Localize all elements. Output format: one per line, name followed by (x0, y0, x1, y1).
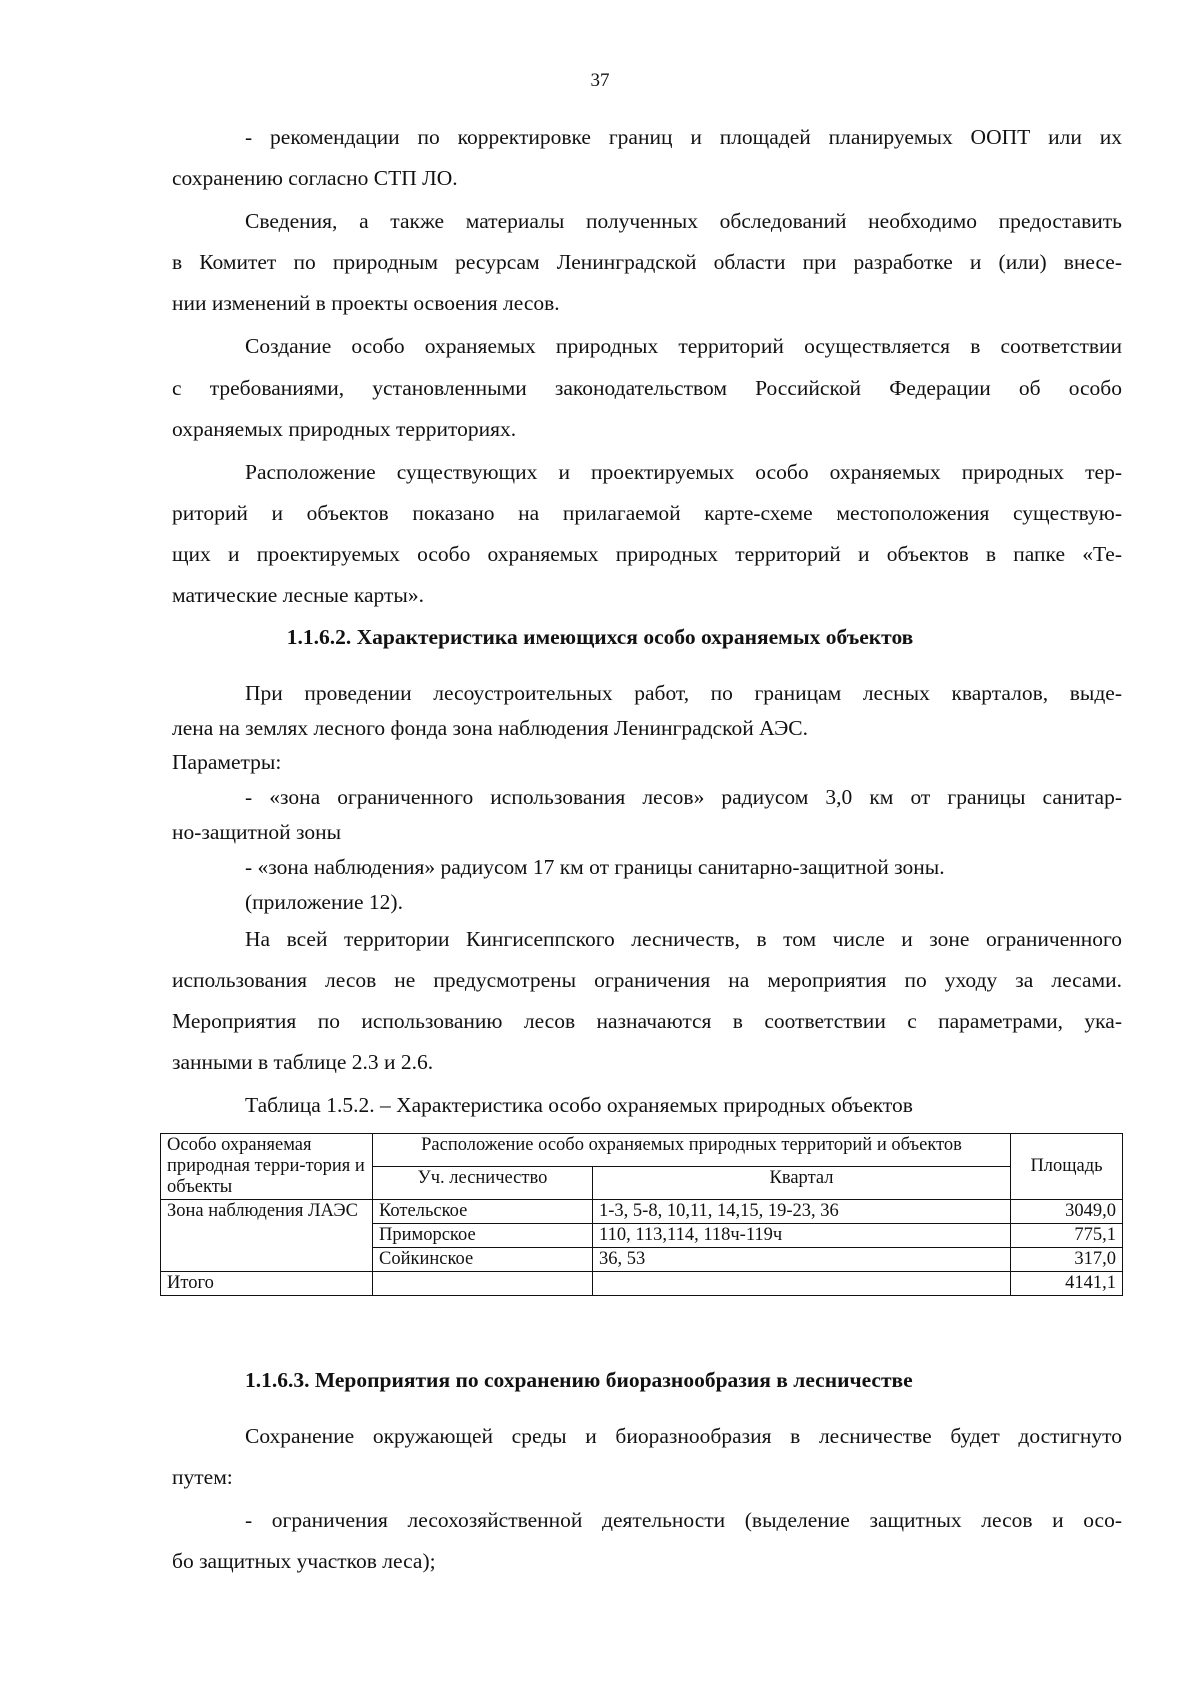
area-cell: 317,0 (1011, 1248, 1123, 1272)
protected-areas-table (160, 1133, 1123, 1296)
header-cell-territory: Особо охраняемая природная терри-тория и объекты (161, 1134, 373, 1200)
page-number: 37 (590, 70, 610, 91)
area-cell: 3049,0 (1011, 1200, 1123, 1224)
forestry-cell: Котельское (373, 1200, 593, 1224)
forestry-cell: Приморское (373, 1224, 593, 1248)
header-cell-quarter: Квартал (593, 1167, 1011, 1200)
total-label-cell: Итого (161, 1272, 373, 1296)
paragraph-line: нии изменений в проекты освоения лесов. (172, 291, 560, 315)
paragraph-line: лена на землях лесного фонда зона наблюдения Ленинградской АЭС. (172, 716, 808, 740)
paragraph-line: - «зона ограниченного использования лесов» радиусом 3,0 км от границы санитар- (245, 785, 1122, 809)
paragraph-line: Сведения, а также материалы полученных обследований необходимо предоставить (245, 209, 1122, 233)
paragraph-line: На всей территории Кингисеппского лесничеств, в том числе и зоне ограниченного (245, 927, 1122, 951)
paragraph-line: использования лесов не предусмотрены ограничения на мероприятия по уходу за лесами. (172, 968, 1122, 992)
paragraph-line: - ограничения лесохозяйственной деятельности (выделение защитных лесов и осо- (245, 1508, 1122, 1532)
paragraph-line: в Комитет по природным ресурсам Ленинградской области при разработке и (или) внесе- (172, 250, 1122, 274)
paragraph-line: Мероприятия по использованию лесов назначаются в соответствии с параметрами, ука- (172, 1009, 1122, 1033)
paragraph-line: риторий и объектов показано на прилагаемой карте-схеме местоположения существую- (172, 501, 1122, 525)
total-area-cell: 4141,1 (1011, 1272, 1123, 1296)
header-cell-location: Расположение особо охраняемых природных территорий и объектов (373, 1134, 1011, 1167)
area-cell: 775,1 (1011, 1224, 1123, 1248)
paragraph-line: с требованиями, установленными законодательством Российской Федерации об особо (172, 376, 1122, 400)
quarter-cell: 36, 53 (593, 1248, 1011, 1272)
paragraph-line: матические лесные карты». (172, 583, 424, 607)
table-header-row (161, 1134, 1123, 1167)
paragraph-line: - «зона наблюдения» радиусом 17 км от границы санитарно-защитной зоны. (245, 855, 945, 879)
paragraph-line: но-защитной зоны (172, 820, 342, 844)
table-total-row (161, 1272, 1123, 1296)
table-row (161, 1200, 1123, 1224)
paragraph-line: Параметры: (172, 750, 282, 774)
paragraph-line: охраняемых природных территориях. (172, 417, 517, 441)
empty-cell (373, 1272, 593, 1296)
paragraph-line: Создание особо охраняемых природных территорий осуществляется в соответствии (245, 334, 1122, 358)
quarter-cell: 110, 113,114, 118ч-119ч (593, 1224, 1011, 1248)
header-cell-forestry: Уч. лесничество (373, 1167, 593, 1200)
empty-cell (593, 1272, 1011, 1296)
quarter-cell: 1-3, 5-8, 10,11, 14,15, 19-23, 36 (593, 1200, 1011, 1224)
paragraph-line: Сохранение окружающей среды и биоразнообразия в лесничестве будет достигнуто (245, 1424, 1122, 1448)
paragraph-line: бо защитных участков леса); (172, 1549, 436, 1573)
forestry-cell: Сойкинское (373, 1248, 593, 1272)
zone-cell: Зона наблюдения ЛАЭС (161, 1200, 373, 1272)
paragraph-line: При проведении лесоустроительных работ, по границам лесных кварталов, выде- (245, 681, 1122, 705)
section-heading: 1.1.6.2. Характеристика имеющихся особо охраняемых объектов (286, 625, 914, 649)
header-cell-area: Площадь (1011, 1134, 1123, 1200)
paragraph-line: - рекомендации по корректировке границ и площадей планируемых ООПТ или их (245, 125, 1122, 149)
paragraph-line: сохранению согласно СТП ЛО. (172, 166, 458, 190)
table-caption: Таблица 1.5.2. – Характеристика особо охраняемых природных объектов (245, 1093, 913, 1117)
paragraph-line: путем: (172, 1465, 233, 1489)
paragraph-line: щих и проектируемых особо охраняемых природных территорий и объектов в папке «Те- (172, 542, 1122, 566)
paragraph-line: (приложение 12). (245, 890, 403, 914)
section-heading: 1.1.6.3. Мероприятия по сохранению биоразнообразия в лесничестве (245, 1368, 913, 1392)
paragraph-line: Расположение существующих и проектируемых особо охраняемых природных тер- (245, 460, 1122, 484)
paragraph-line: занными в таблице 2.3 и 2.6. (172, 1050, 434, 1074)
